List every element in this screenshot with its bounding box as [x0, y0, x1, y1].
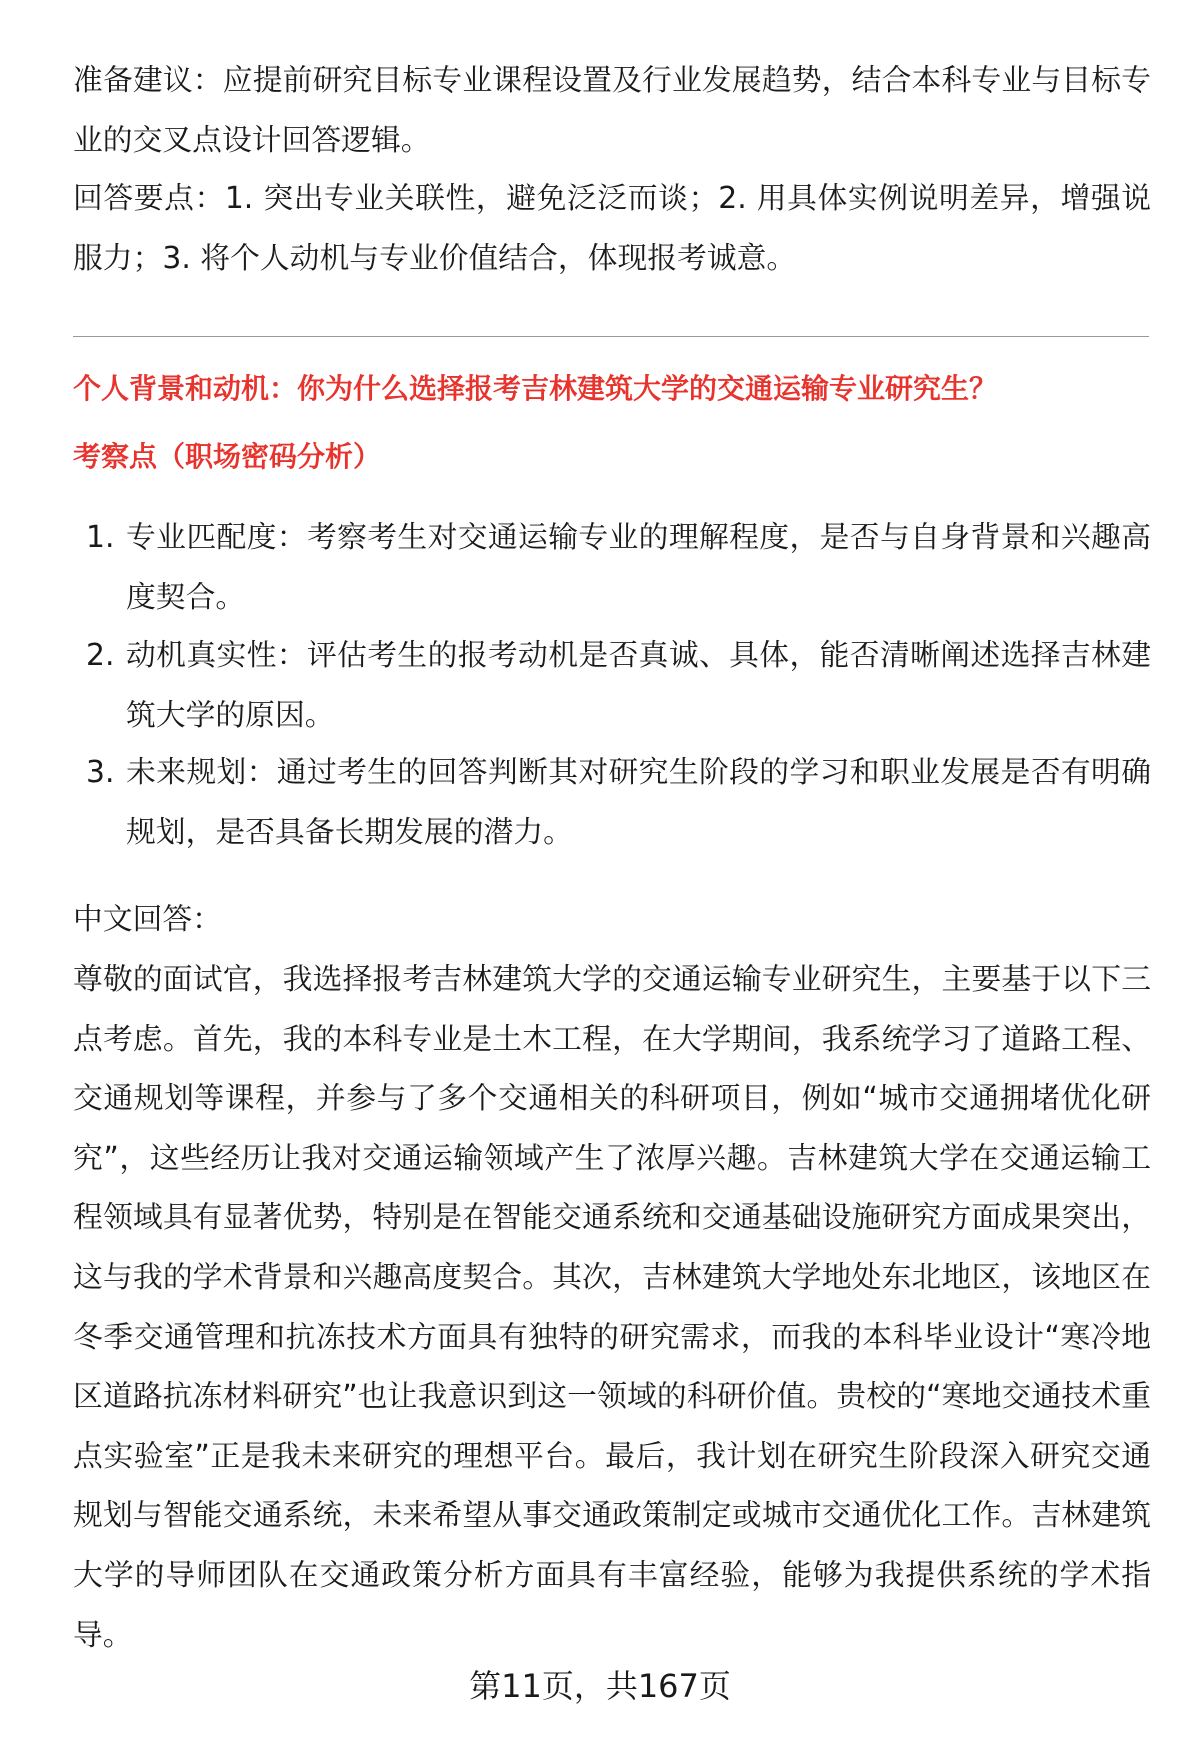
page-number: 第11页，共167页: [469, 1667, 731, 1705]
list-text: 未来规划：通过考生的回答判断其对研究生阶段的学习和职业发展是否有明确规划，是否具备长期发展的潜力。: [126, 755, 1151, 850]
list-number: 1.: [86, 520, 115, 555]
list-number: 3.: [86, 755, 115, 790]
list-item: [73, 508, 1151, 627]
divider: [73, 336, 1149, 337]
list-item: [73, 743, 1151, 862]
prep-key-points: 回答要点：1. 突出专业关联性，避免泛泛而谈；2. 用具体实例说明差异，增强说服力；3. 将个人动机与专业价值结合，体现报考诚意。: [73, 181, 1151, 276]
list-text: 动机真实性：评估考生的报考动机是否真诚、具体，能否清晰阐述选择吉林建筑大学的原因。: [126, 638, 1151, 733]
prep-suggestion: 准备建议：应提前研究目标专业课程设置及行业发展趋势，结合本科专业与目标专业的交叉点设计回答逻辑。: [73, 63, 1151, 158]
list-item: [73, 626, 1151, 745]
answer-text: 尊敬的面试官，我选择报考吉林建筑大学的交通运输专业研究生，主要基于以下三点考虑。首先，我的本科专业是土木工程，在大学期间，我系统学习了道路工程、交通规划等课程，并参与了多个交通相关的科研项目，例如“城市交通拥堵优化研究”，这些经历让我对交通运输领域产生了浓厚兴趣。吉林建筑大学在交通运输工程领域具有显著优势，特别是在智能交通系统和交通基础设施研究方面成果突出，这与我的学术背景和兴趣高度契合。其次，吉林建筑大学地处东北地区，该地区在冬季交通管理和抗冻技术方面具有独特的研究需求，而我的本科毕业设计“寒冷地区道路抗冻材料研究”也让我意识到这一领域的科研价值。贵校的“寒地交通技术重点实验室”正是我未来研究的理想平台。最后，我计划在研究生阶段深入研究交通规划与智能交通系统，未来希望从事交通政策制定或城市交通优化工作。吉林建筑大学的导师团队在交通政策分析方面具有丰富经验，能够为我提供系统的学术指导。: [73, 962, 1151, 1653]
question-subtitle: 考察点（职场密码分析）: [73, 440, 382, 473]
list-number: 2.: [86, 638, 115, 673]
question-title: 个人背景和动机：你为什么选择报考吉林建筑大学的交通运输专业研究生？: [73, 372, 998, 405]
answer-label: 中文回答：: [73, 902, 222, 937]
list-text: 专业匹配度：考察考生对交通运输专业的理解程度，是否与自身背景和兴趣高度契合。: [126, 520, 1151, 615]
